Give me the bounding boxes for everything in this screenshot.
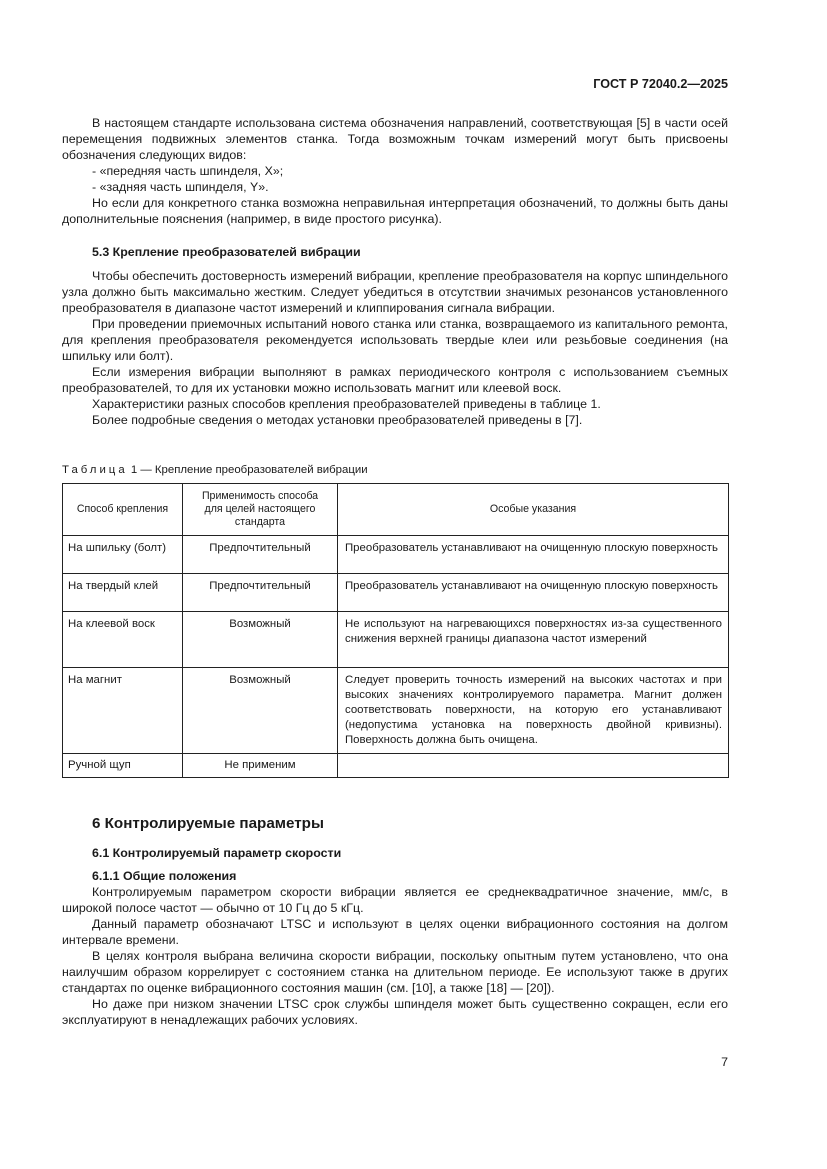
cell-notes: Преобразователь устанавливают на очищенную плоскую поверхность: [338, 536, 729, 574]
subsection-heading: 6.1 Контролируемый параметр скорости: [92, 846, 342, 860]
cell-method: На магнит: [63, 668, 183, 754]
table-row: [63, 536, 729, 574]
cell-notes: [338, 754, 729, 778]
column-header: Способ крепления: [63, 484, 183, 536]
cell-notes: Преобразователь устанавливают на очищенную плоскую поверхность: [338, 574, 729, 612]
cell-applicability: Предпочтительный: [183, 536, 338, 574]
table-caption: [62, 463, 728, 477]
cell-applicability: Предпочтительный: [183, 574, 338, 612]
paragraph: Характеристики разных способов крепления преобразователей приведены в таблице 1.: [92, 397, 601, 411]
paragraph: Более подробные сведения о методах установки преобразователей приведены в [7].: [92, 413, 583, 427]
cell-applicability: Не применим: [183, 754, 338, 778]
section-heading: 5.3 Крепление преобразователей вибрации: [92, 245, 361, 259]
intro-paragraph: В настоящем стандарте использована система обозначения направлений, соответствующая [5] в части осей перемещения подвижных элементов станка. Тогда возможным точкам измерений могут быть присвоены обозначения следующих видов:: [62, 116, 728, 162]
page-number: 7: [721, 1055, 728, 1069]
column-header: Применимость способа для целей настоящего стандарта: [183, 484, 338, 536]
cell-method: На шпильку (болт): [63, 536, 183, 574]
table-row: [63, 754, 729, 778]
table-row: [63, 612, 729, 668]
document-id: ГОСТ Р 72040.2—2025: [593, 77, 728, 91]
column-header: Особые указания: [338, 484, 729, 536]
paragraph: Чтобы обеспечить достоверность измерений вибрации, крепление преобразователя на корпус шпиндельного узла должно быть максимально жестким. Следует убедиться в отсутствии значимых резонансов установленного преобразователя в диапазоне частот измерений и клиппирования сигнала вибрации.: [62, 269, 728, 315]
cell-applicability: Возможный: [183, 612, 338, 668]
table-header-row: [63, 484, 729, 536]
paragraph: Данный параметр обозначают LTSC и используют в целях оценки вибрационного состояния на долгом интервале времени.: [62, 917, 728, 947]
table-row: [63, 574, 729, 612]
cell-notes: Следует проверить точность измерений на высоких частотах и при высоких значениях контролируемого параметра. Магнит должен соответствовать поверхности, на которую его устанавливают (недопустима установка на поверхность двойной кривизны). Поверхность должна быть очищена.: [338, 668, 729, 754]
cell-applicability: Возможный: [183, 668, 338, 754]
subsubsection-heading: 6.1.1 Общие положения: [92, 869, 237, 883]
table-row: [63, 668, 729, 754]
mounting-table: [62, 483, 729, 778]
paragraph: Контролируемым параметром скорости вибрации является ее среднеквадратичное значение, мм/с, в широкой полосе частот — обычно от 10 Гц до 5 кГц.: [62, 885, 728, 915]
table-caption-text: 1 — Крепление преобразователей вибрации: [130, 464, 368, 476]
paragraph: В целях контроля выбрана величина скорости вибрации, поскольку опытным путем установлено, что она наилучшим образом коррелирует с состоянием станка на длительном периоде. Ее используют также в других стандартах по оценке вибрационного состояния машин (см. [10], а также [18] — [20]).: [62, 949, 728, 995]
intro-paragraph: Но если для конкретного станка возможна неправильная интерпретация обозначений, то должны быть даны дополнительные пояснения (например, в виде простого рисунка).: [62, 196, 728, 226]
list-item: - «передняя часть шпинделя, X»;: [92, 164, 284, 178]
paragraph: Если измерения вибрации выполняют в рамках периодического контроля с использованием съемных преобразователей, то для их установки можно использовать магнит или клеевой воск.: [62, 365, 728, 395]
list-item: - «задняя часть шпинделя, Y».: [92, 180, 269, 194]
table-caption-label: Таблица: [62, 464, 128, 476]
cell-method: На клеевой воск: [63, 612, 183, 668]
cell-method: На твердый клей: [63, 574, 183, 612]
paragraph: При проведении приемочных испытаний нового станка или станка, возвращаемого из капитального ремонта, для крепления преобразователя рекомендуется использовать твердые клеи или резьбовые соединения (на шпильку или болт).: [62, 317, 728, 363]
cell-notes: Не используют на нагревающихся поверхностях из-за существенного снижения верхней границы диапазона частот измерений: [338, 612, 729, 668]
cell-method: Ручной щуп: [63, 754, 183, 778]
chapter-heading: 6 Контролируемые параметры: [92, 815, 324, 832]
paragraph: Но даже при низком значении LTSC срок службы шпинделя может быть существенно сокращен, если его эксплуатируют в ненадлежащих рабочих условиях.: [62, 997, 728, 1027]
